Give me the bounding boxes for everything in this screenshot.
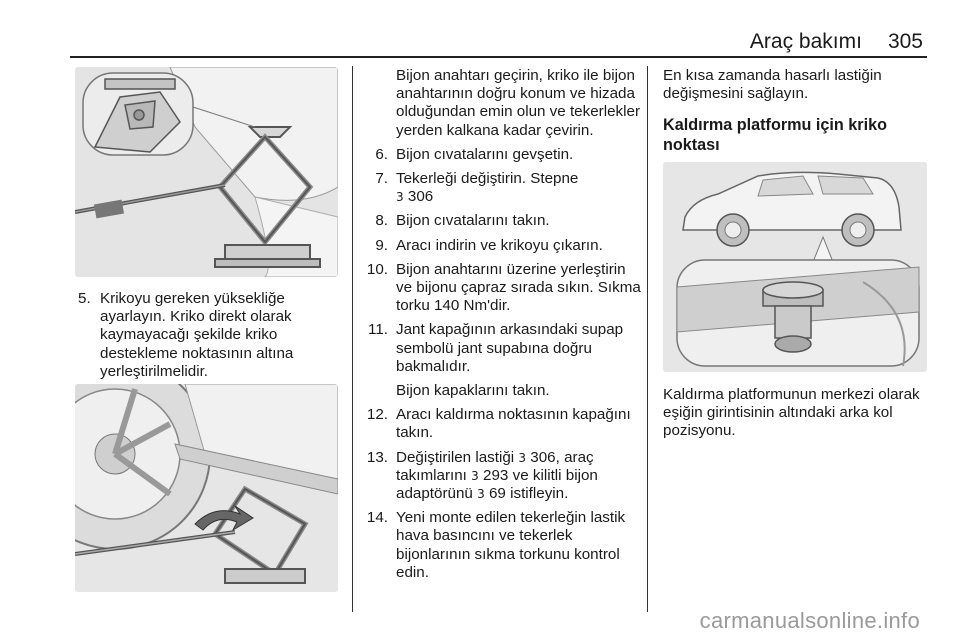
- step-number: 7.: [375, 170, 388, 188]
- step-subtext: Bijon kapaklarını takın.: [396, 382, 550, 400]
- page-reference-icon: 3: [396, 190, 404, 205]
- jack-lifting-illustration: [75, 67, 338, 277]
- step-number: 10.: [366, 260, 388, 278]
- wheel-jack-illustration: [75, 384, 338, 592]
- step-number: 9.: [375, 236, 388, 254]
- step-text: Aracı kaldırma noktasının kapağını takın.: [396, 406, 631, 442]
- section-heading: Kaldırma platformu için kriko noktası: [663, 116, 887, 155]
- list-item: [350, 509, 644, 582]
- list-item: [350, 170, 644, 206]
- list-item: [350, 406, 644, 442]
- step-text: Bijon cıvatalarını takın.: [396, 212, 550, 230]
- lifting-platform-drawing: [663, 162, 927, 372]
- figure-caption: Kaldırma platformunun merkezi olarak eşiğin girintisinin altındaki arka kol pozisyonu.: [663, 386, 920, 440]
- page-reference-icon: 3: [518, 450, 527, 465]
- list-item: [78, 290, 344, 381]
- list-item: [350, 261, 644, 316]
- page-reference[interactable]: 69: [488, 485, 506, 503]
- page-reference-icon: 3: [471, 468, 479, 483]
- step-text: istifleyin.: [510, 485, 569, 503]
- column-1-text: [78, 290, 344, 387]
- step-number: 8.: [375, 212, 388, 230]
- header-rule: [70, 56, 927, 58]
- step-continuation-text: Bijon anahtarı geçirin, kriko ile bijon anahtarının doğru konum ve hizada olduğundan emin olun ve tekerlekler yerden kalkana kadar çevirin.: [396, 67, 641, 139]
- step-text: Aracı indirin ve krikoyu çıkarın.: [396, 236, 603, 254]
- step-text: Değiştirilen lastiği: [396, 448, 515, 466]
- jack-lifting-drawing: [75, 67, 338, 277]
- step-text: Tekerleği değiştirin. Stepne: [396, 170, 579, 188]
- list-item: [350, 237, 644, 255]
- page-header: [750, 30, 923, 54]
- step-text: Bijon anahtarını üzerine yerleştirin ve bijonu çapraz sırada sıkın. Sıkma torku 140 Nm'dir.: [396, 260, 641, 315]
- list-item: [350, 321, 644, 400]
- column-3-caption: [663, 386, 933, 447]
- intro-paragraph: En kısa zamanda hasarlı lastiğin değişmesini sağlayın.: [663, 67, 882, 103]
- list-item: [350, 449, 644, 504]
- step-text: Yeni monte edilen tekerleğin lastik hava basıncını ve tekerlek bijonlarının sıkma torkunu kontrol edin.: [396, 509, 626, 581]
- wheel-jack-drawing: [75, 384, 338, 592]
- step-number: 11.: [368, 321, 388, 339]
- step-text: Jant kapağının arkasındaki supap sembolü jant supabına doğru bakmalıdır.: [396, 321, 624, 375]
- step-number: 12.: [366, 406, 388, 424]
- page-number: 305: [887, 30, 923, 53]
- chapter-title: Araç bakımı: [749, 30, 862, 53]
- watermark: carmanualsonline.info: [699, 608, 920, 633]
- list-item: [350, 212, 644, 230]
- page-reference-icon: 3: [477, 487, 485, 502]
- page-reference[interactable]: 293: [483, 466, 509, 484]
- step-text: Bijon cıvatalarını gevşetin.: [396, 145, 574, 163]
- step-text: ve kilitli bijon adaptörünü: [396, 466, 598, 503]
- page-reference[interactable]: 306: [407, 188, 434, 206]
- step-number: 13.: [366, 448, 388, 466]
- page-reference[interactable]: 306: [530, 448, 556, 466]
- step-number: 6.: [375, 145, 388, 163]
- column-divider-2: [647, 66, 648, 612]
- step-number: 5.: [78, 290, 91, 307]
- lifting-platform-illustration: [663, 162, 927, 372]
- column-2-text: [364, 67, 644, 588]
- step-text: Krikoyu gereken yüksekliğe ayarlayın. Kriko direkt olarak kaymayacağı şekilde kriko destekleme noktasının altına yerleştirilmelidir.: [100, 290, 294, 380]
- list-item: [350, 146, 644, 164]
- column-3-text: [663, 67, 927, 165]
- step-number: 14.: [366, 509, 388, 527]
- step-text: , araç takımlarını: [396, 448, 594, 484]
